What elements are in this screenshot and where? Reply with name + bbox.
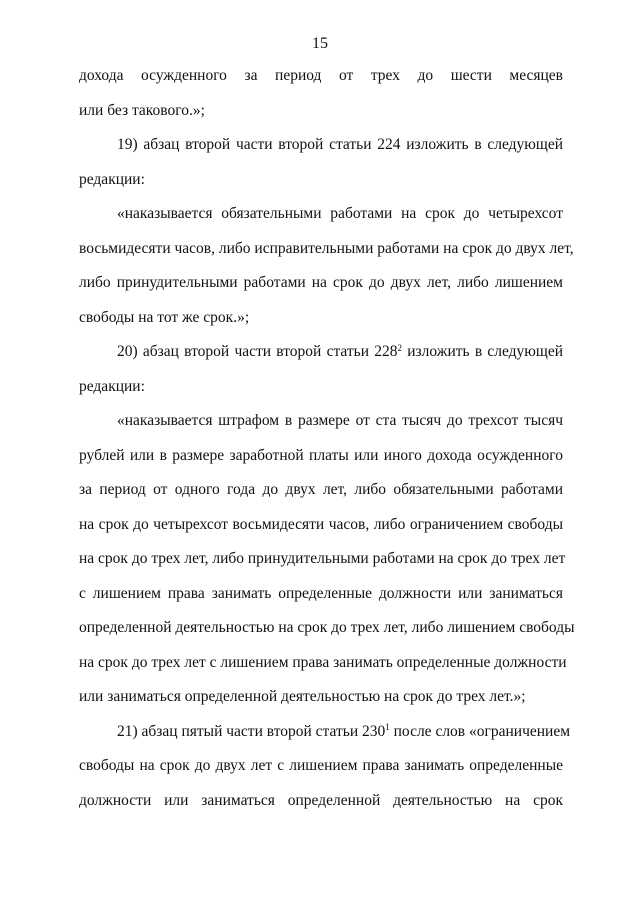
text-line: свободы на срок до двух лет с лишением права занимать определенные (79, 757, 563, 774)
text-line: редакции: (79, 170, 145, 188)
superscript: 1 (385, 722, 390, 733)
quote-line: свободы на тот же срок.»; (79, 308, 250, 326)
quote-line: на срок до трех лет, либо принудительными работами на срок до трех лет (79, 550, 566, 567)
quote-line: «наказывается обязательными работами на срок до четырехсот (117, 205, 563, 222)
quote-line: на срок до четырехсот восьмидесяти часов, либо ограничением свободы (79, 515, 563, 533)
text-line: дохода осужденного за период от трех до шести месяцев (79, 67, 563, 84)
quote-line: за период от одного года до двух лет, либо обязательными работами (79, 481, 563, 498)
quote-line: восьмидесяти часов, либо исправительными работами на срок до двух лет, (79, 239, 574, 257)
text-line: должности или заниматься определенной деятельностью на срок (79, 791, 563, 809)
list-item-20: 20) абзац второй части второй статьи $228^2$ изложить в следующей (117, 342, 563, 360)
document-body (79, 67, 575, 826)
text-line: редакции: (79, 377, 145, 395)
quote-line: или заниматься определенной деятельностью на срок до трех лет.»; (79, 688, 526, 705)
quote-line: «наказывается штрафом в размере от ста тысяч до трехсот тысяч (117, 412, 563, 429)
text-line: или без такового.»; (79, 101, 205, 119)
quote-line: либо принудительными работами на срок до двух лет, либо лишением (79, 274, 563, 291)
quote-line: определенной деятельностью на срок до трех лет, либо лишением свободы (79, 619, 575, 636)
list-item-19: 19) абзац второй части второй статьи 224 изложить в следующей (117, 136, 563, 153)
superscript: 2 (397, 342, 403, 353)
quote-line: с лишением права занимать определенные должности или заниматься (79, 584, 563, 602)
quote-line: на срок до трех лет с лишением права занимать определенные должности (79, 653, 567, 671)
page-number: 15 (312, 35, 328, 52)
list-item-21: 21) абзац пятый части второй статьи $230^1$ после слов «ограничением (117, 722, 571, 740)
quote-line: рублей или в размере заработной платы или иного дохода осужденного (79, 446, 563, 464)
